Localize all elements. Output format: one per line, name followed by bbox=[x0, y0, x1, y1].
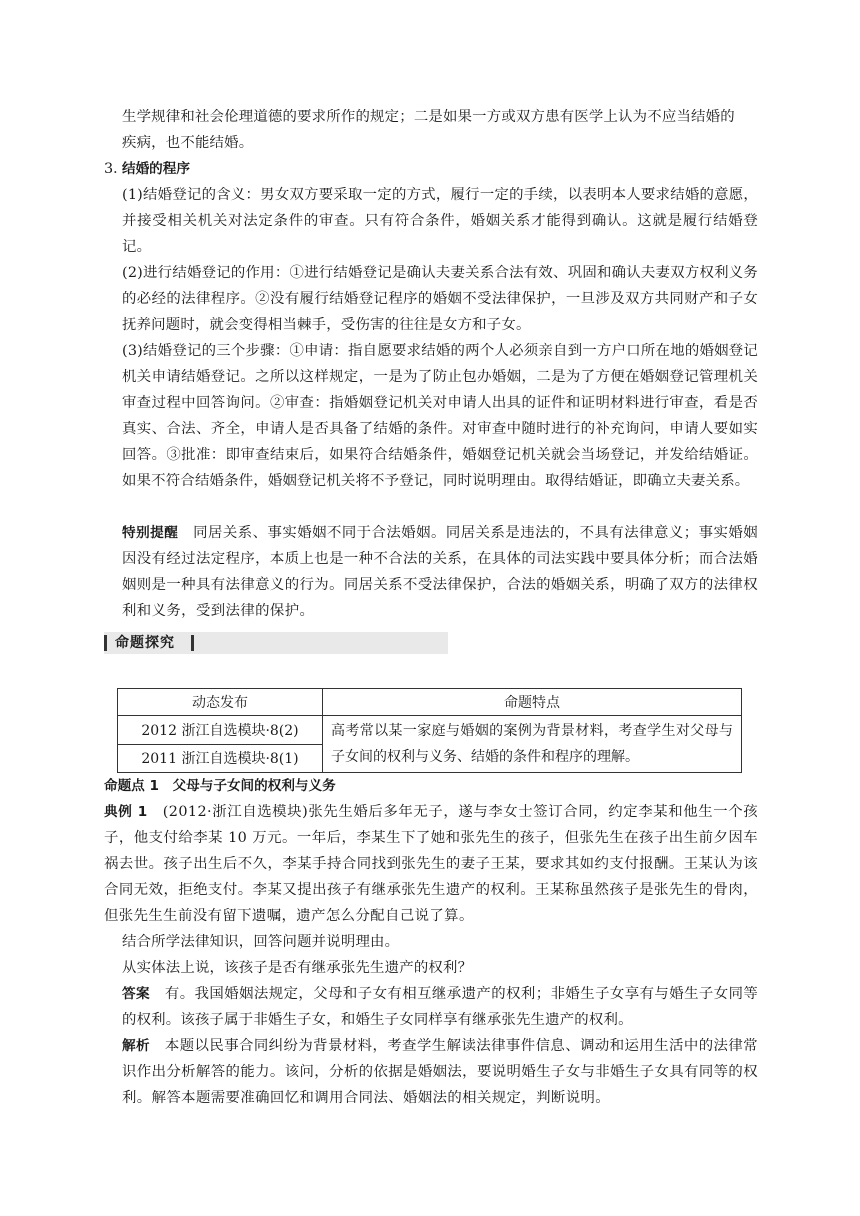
section-title: 结婚的程序 bbox=[122, 161, 190, 177]
section-bar-title: 命题探究 bbox=[115, 635, 175, 651]
special-tip bbox=[122, 520, 758, 624]
special-tip-text: 同居关系、事实婚姻不同于合法婚姻。同居关系是违法的，不具有法律意义；事实婚姻因没有经过法定程序，本质上也是一种不合法的关系，在具体的司法实践中要具体分析；而合法婚姻则是一种具有法律意义的行为。同居关系不受法律保护，合法的婚姻关系，明确了双方的法律权利和义务，受到法律的保护。 bbox=[122, 525, 758, 619]
table-header: 动态发布 bbox=[118, 689, 323, 716]
special-tip-label: 特别提醒 bbox=[122, 525, 179, 541]
answer-text: 有。我国婚姻法规定，父母和子女有相互继承遗产的权利；非婚生子女享有与婚生子女同等的权利。该孩子属于非婚生子女，和婚生子女同样享有继承张先生遗产的权利。 bbox=[122, 986, 758, 1028]
section-bar bbox=[104, 632, 448, 654]
table-cell: 2011 浙江自选模块·8(1) bbox=[118, 744, 323, 773]
paragraph-registration-role: (2)进行结婚登记的作用：①进行结婚登记是确认夫妻关系合法有效、巩固和确认夫妻双方权利义务的必经的法律程序。②没有履行结婚登记程序的婚姻不受法律保护，一旦涉及双方共同财产和子女抚养问题时，就会变得相当棘手，受伤害的往往是女方和子女。 bbox=[122, 265, 758, 333]
intro-line-2: 疾病，也不能结婚。 bbox=[122, 135, 254, 151]
bar-right-marker bbox=[191, 635, 194, 651]
point-title: 命题点 1 父母与子女间的权利与义务 bbox=[104, 778, 336, 794]
example-question: 从实体法上说，该孩子是否有继承张先生遗产的权利？ bbox=[122, 960, 473, 976]
point-heading bbox=[104, 773, 336, 799]
example-text: 张先生婚后多年无子，遂与李女士签订合同，约定李某和他生一个孩子，他支付给李某 10 万元。一年后，李某生下了她和张先生的孩子，但张先生在孩子出生前夕因车祸去世。孩子出生后不久，李某手持合同找到张先生的妻子王某，要求其如约支付报酬。王某认为该合同无效，拒绝支付。李某又提出孩子有继承张先生遗产的权利。王某称虽然孩子是张先生的骨肉，但张先生生前没有留下遗嘱，遗产怎么分配自己说了算。 bbox=[104, 804, 758, 924]
paragraph-registration-meaning: (1)结婚登记的含义：男女双方要采取一定的方式，履行一定的手续，以表明本人要求结婚的意愿，并接受相关机关对法定条件的审查。只有符合条件，婚姻关系才能得到确认。这就是履行结婚登记。 bbox=[122, 187, 758, 255]
example-prompt: 结合所学法律知识，回答问题并说明理由。 bbox=[122, 934, 400, 950]
section-heading bbox=[104, 156, 190, 182]
table-header-row bbox=[118, 689, 742, 716]
analysis-paragraph bbox=[122, 1033, 758, 1111]
analysis-text: 本题以民事合同纠纷为背景材料，考查学生解读法律事件信息、调动和运用生活中的法律常识作出分析解答的能力。该问，分析的依据是婚姻法，要说明婚生子女与非婚生子女具有同等的权利。解答本题需要准确回忆和调用合同法、婚姻法的相关规定，判断说明。 bbox=[122, 1038, 758, 1106]
bar-left-marker bbox=[104, 635, 107, 651]
paragraph-registration-steps: (3)结婚登记的三个步骤：①申请：指自愿要求结婚的两个人必须亲自到一方户口所在地的婚姻登记机关申请结婚登记。之所以这样规定，一是为了防止包办婚姻，二是为了方便在婚姻登记管理机关审查过程中回答询问。②审查：指婚姻登记机关对申请人出具的证件和证明材料进行审查，看是否真实、合法、齐全，申请人是否具备了结婚的条件。对审查中随时进行的补充询问，申请人要如实回答。③批准：即审查结束后，如果符合结婚条件，婚姻登记机关就会当场登记，并发给结婚证。如果不符合结婚条件，婚姻登记机关将不予登记，同时说明理由。取得结婚证，即确立夫妻关系。 bbox=[122, 343, 758, 489]
example-source: (2012·浙江自选模块) bbox=[162, 804, 309, 820]
exam-table bbox=[117, 688, 742, 773]
table-row bbox=[118, 716, 742, 745]
analysis-label: 解析 bbox=[122, 1038, 151, 1054]
table-cell-feature: 高考常以某一家庭与婚姻的案例为背景材料，考查学生对父母与子女间的权利与义务、结婚的条件和程序的理解。 bbox=[323, 716, 742, 773]
example-paragraph bbox=[104, 799, 758, 929]
example-label: 典例 1 bbox=[104, 804, 148, 820]
answer-label: 答案 bbox=[122, 986, 151, 1002]
table-header: 命题特点 bbox=[323, 689, 742, 716]
table-cell: 2012 浙江自选模块·8(2) bbox=[118, 716, 323, 745]
section-number: 3． bbox=[104, 161, 128, 177]
intro-line-1: 生学规律和社会伦理道德的要求所作的规定；二是如果一方或双方患有医学上认为不应当结婚的 bbox=[122, 109, 735, 125]
answer-paragraph bbox=[122, 981, 758, 1033]
